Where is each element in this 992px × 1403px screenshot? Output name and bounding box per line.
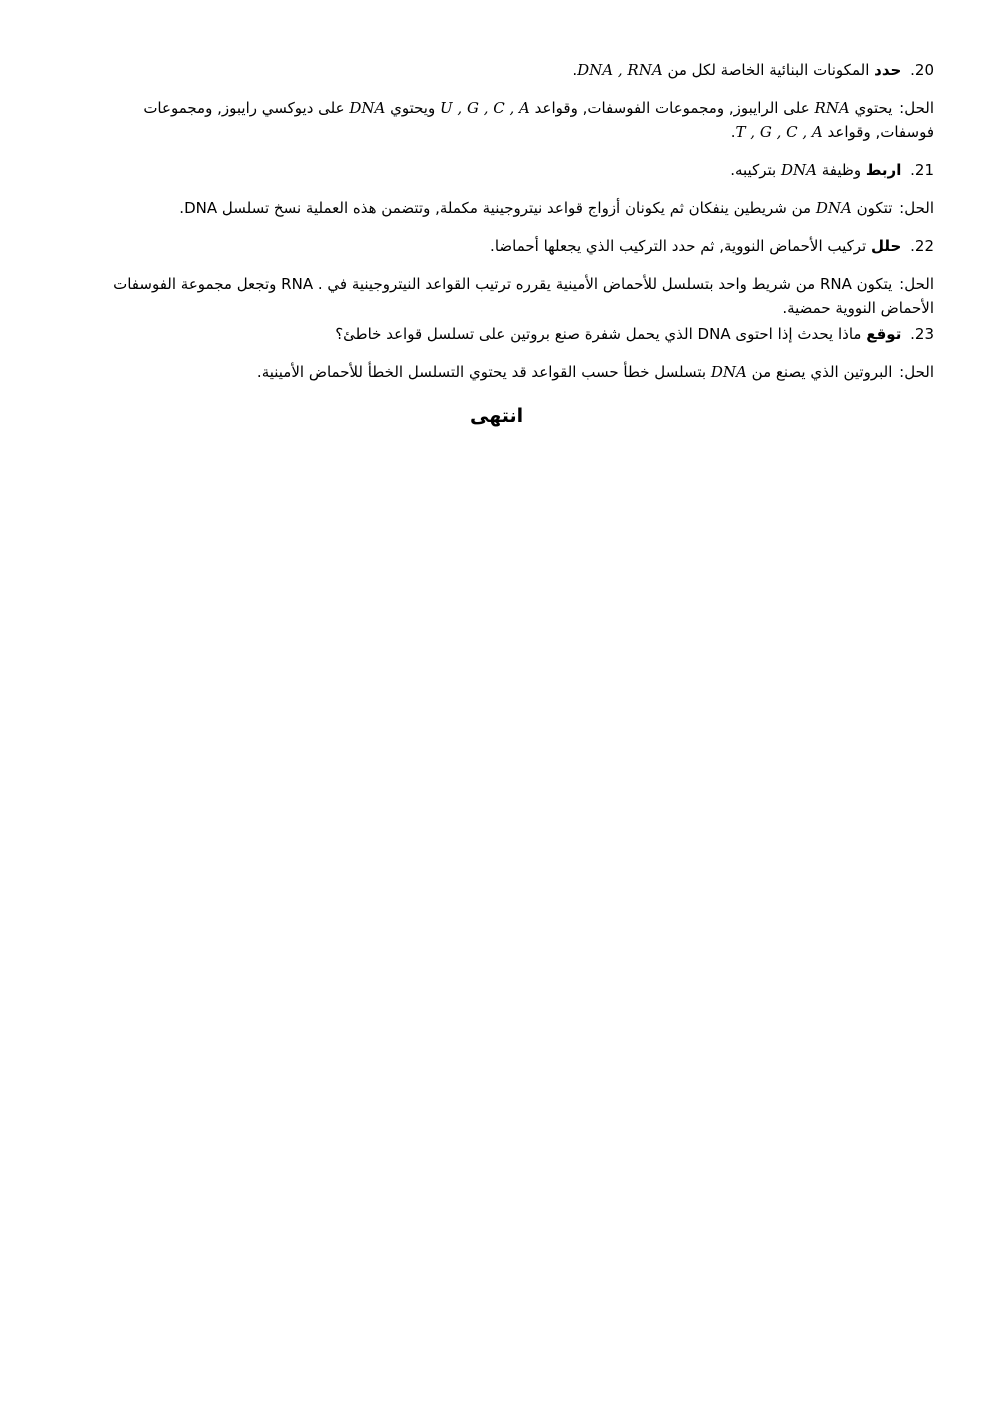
answer-text: ويحتوي: [390, 99, 436, 117]
question-text: بتركيبه.: [730, 161, 777, 179]
answer-end: .: [730, 123, 736, 141]
answer-text: بتسلسل خطأ حسب القواعد قد يحتوي التسلسل الخطأ للأحماض الأمينية.: [256, 363, 707, 381]
answer-term: DNA: [710, 363, 747, 381]
answer-term-dna: DNA: [349, 99, 386, 117]
question-23: [82, 322, 934, 346]
question-20: [82, 58, 934, 82]
question-text: وظيفة: [821, 161, 862, 179]
question-number: 22.: [910, 237, 934, 255]
answer-text: تتكون: [856, 199, 893, 217]
question-verb: توقع: [866, 325, 902, 343]
question-term: DNA: [780, 161, 817, 179]
answer-bases-rna: U , G , C , A: [440, 99, 530, 117]
document-body: [82, 58, 934, 398]
question-text: ماذا يحدث إذا احتوى DNA الذي يحمل شفرة صنع بروتين على تسلسل قواعد خاطئ؟: [335, 325, 862, 343]
question-number: 20.: [910, 61, 934, 79]
answer-text: على الرايبوز, ومجموعات الفوسفات, وقواعد: [534, 99, 810, 117]
question-verb: حدد: [874, 61, 902, 79]
answer-term: DNA: [815, 199, 852, 217]
question-21: [82, 158, 934, 182]
question-verb: اربط: [865, 161, 902, 179]
answer-label: الحل:: [899, 99, 934, 117]
answer-23: [82, 360, 934, 384]
question-verb: حلل: [871, 237, 902, 255]
answer-term-rna: RNA: [814, 99, 850, 117]
question-text: تركيب الأحماض النووية, ثم حدد التركيب الذي يجعلها أحماضا.: [490, 237, 867, 255]
question-terms: DNA , RNA: [577, 61, 663, 79]
question-number: 23.: [910, 325, 934, 343]
answer-label: الحل:: [899, 363, 934, 381]
answer-text: على ديوكسي رايبوز, ومجموعات فوسفات, وقواعد: [143, 99, 934, 141]
answer-label: الحل:: [899, 199, 934, 217]
answer-21: [82, 196, 934, 220]
answer-22: [82, 272, 934, 320]
question-22: [82, 234, 934, 258]
answer-label: الحل:: [899, 275, 934, 293]
question-number: 21.: [910, 161, 934, 179]
answer-20: [82, 96, 934, 144]
answer-text: البروتين الذي يصنع من: [751, 363, 893, 381]
answer-text: يتكون RNA من شريط واحد بتسلسل للأحماض الأمينية يقرره ترتيب القواعد النيتروجينية في . RNA وتجعل مجموعة الفوسفات الأحماض النووية حمضية.: [113, 275, 934, 317]
answer-text: يحتوي: [854, 99, 893, 117]
question-text: المكونات البنائية الخاصة لكل من: [667, 61, 870, 79]
answer-bases-dna: T , G , C , A: [735, 123, 823, 141]
end-marker: انتهى: [470, 405, 524, 427]
question-end: .: [572, 61, 578, 79]
answer-text: من شريطين ينفكان ثم يكونان أزواج قواعد نيتروجينية مكملة, وتتضمن هذه العملية نسخ تسلسل DNA.: [179, 199, 812, 217]
